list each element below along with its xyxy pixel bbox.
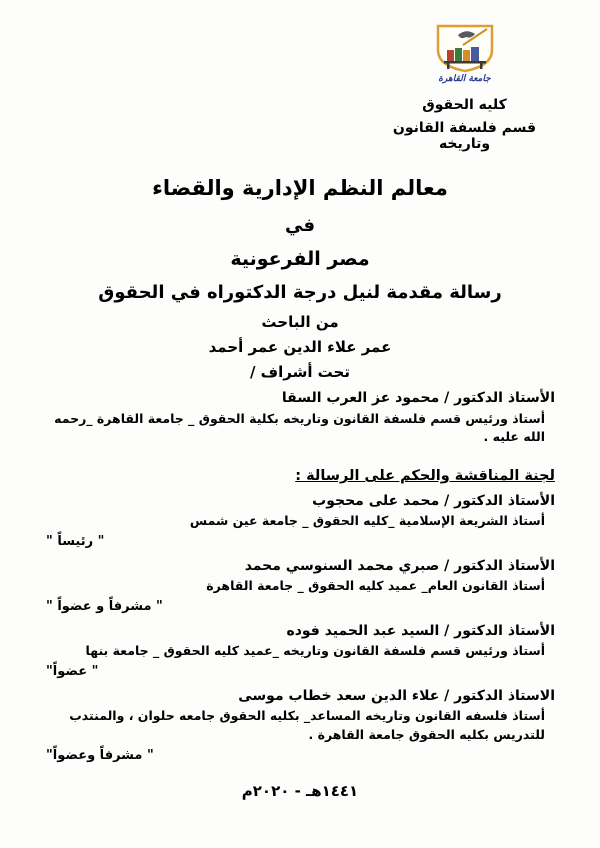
member-name: الاستاذ الدكتور / علاء الدين سعد خطاب موسى bbox=[238, 688, 555, 704]
hijri-gregorian-date: ١٤٤١هـ - ٢٠٢٠م bbox=[241, 782, 359, 800]
member-name: الأستاذ الدكتور / السيد عبد الحميد فوده bbox=[286, 623, 555, 639]
committee-member-1 bbox=[0, 492, 600, 551]
header-block bbox=[367, 24, 562, 152]
thesis-title: معالم النظم الإدارية والقضاء bbox=[152, 176, 448, 200]
member-name: الأستاذ الدكتور / صبري محمد السنوسي محمد bbox=[244, 558, 555, 574]
main-content bbox=[0, 174, 600, 802]
degree-statement: رسالة مقدمة لنيل درجة الدكتوراه في الحقوق bbox=[98, 282, 502, 303]
university-shield-icon bbox=[430, 24, 500, 74]
researcher-label: من الباحث bbox=[261, 313, 339, 331]
member-description-line2: للتدريس بكليه الحقوق جامعة القاهرة . bbox=[308, 727, 545, 742]
department-name: قسم فلسفة القانون وتاريخه bbox=[392, 120, 537, 152]
committee-member-4 bbox=[0, 687, 600, 765]
member-role: "عضواً " bbox=[46, 664, 99, 679]
faculty-name: كليه الحقوق bbox=[422, 97, 507, 113]
member-role: "مشرفاً وعضواً " bbox=[46, 748, 154, 763]
thesis-subtitle: مصر الفرعونية bbox=[230, 248, 370, 270]
supervisor-description: أستاذ ورئيس قسم فلسفة القانون وتاريخه بكلية الحقوق _ جامعة القاهرة _رحمه الله عليه . bbox=[54, 411, 545, 444]
committee-member-3 bbox=[0, 622, 600, 681]
member-description: أستاذ القانون العام_ عميد كليه الحقوق _ جامعة القاهرة bbox=[206, 578, 545, 593]
cairo-university-logo bbox=[430, 24, 500, 84]
member-role: " رئيساً " bbox=[46, 534, 105, 549]
member-name: الأستاذ الدكتور / محمد على محجوب bbox=[312, 493, 555, 509]
member-description: أستاذ الشريعة الإسلامية _كليه الحقوق _ جامعة عين شمس bbox=[189, 513, 545, 528]
member-description: أستاذ ورئيس قسم فلسفة القانون وتاريخه _عميد كليه الحقوق _ جامعة بنها bbox=[85, 643, 545, 658]
committee-heading: لجنة المناقشة والحكم على الرسالة : bbox=[295, 468, 555, 484]
member-description: أستاذ فلسفه القانون وتاريخه المساعد_ بكليه الحقوق جامعه حلوان ، والمنتدب bbox=[69, 708, 545, 723]
title-connector: في bbox=[285, 215, 315, 236]
supervisor-name: الأستاذ الدكتور / محمود عز العرب السقا bbox=[281, 390, 555, 406]
member-role: " مشرفاً و عضواً " bbox=[46, 599, 163, 614]
logo-caption: جامعة القاهرة bbox=[438, 74, 491, 84]
researcher-name: عمر علاء الدين عمر أحمد bbox=[208, 338, 392, 356]
committee-member-2 bbox=[0, 557, 600, 616]
supervision-label: تحت أشراف / bbox=[249, 363, 351, 381]
